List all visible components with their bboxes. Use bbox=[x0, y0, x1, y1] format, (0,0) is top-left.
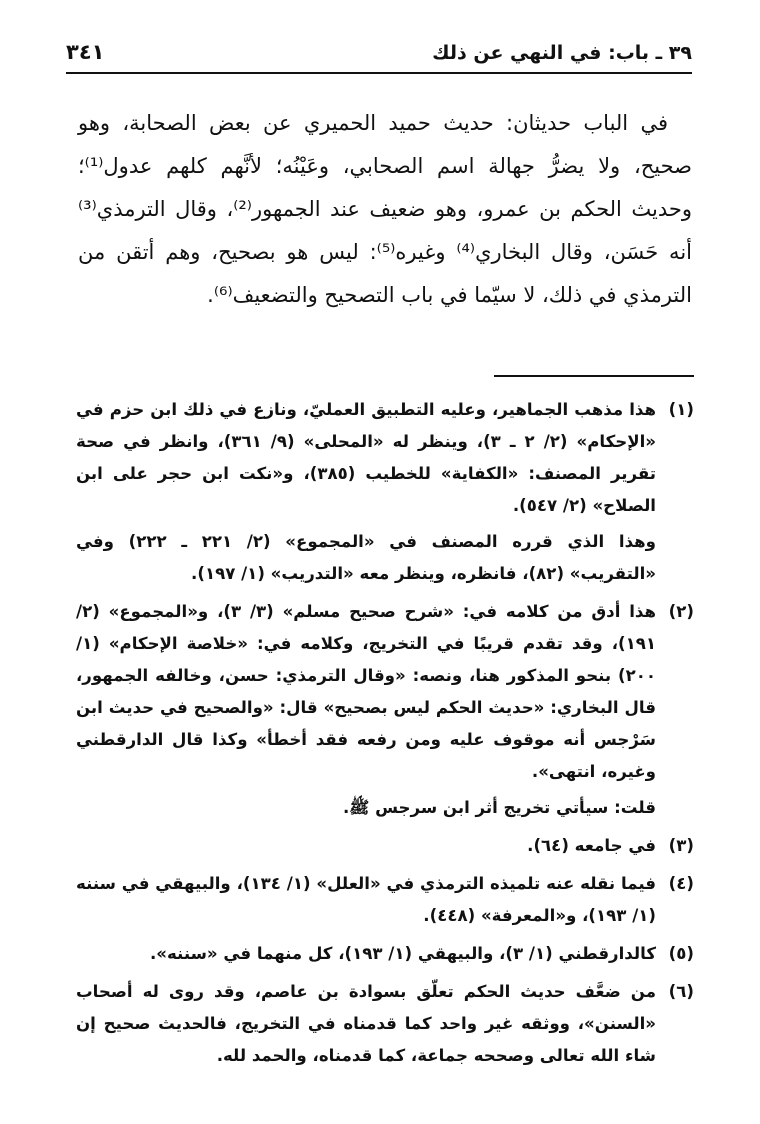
footnote-paragraph: هذا أدق من كلامه في: «شرح صحيح مسلم» (٣/ ٣)، و«المجموع» (٢/ ١٩١)، وقد تقدم قريبًا في التخريج، وكلامه في: «خلاصة الإحكام» (١/ ٢٠٠) بنحو المذكور هنا، ونصه: «وقال الترمذي: حسن، وخالفه الجمهور، قال البخاري: «حديث الحكم ليس بصحيح» قال: «والصحيح في حديث ابن سَرْجس أنه موقوف عليه ومن رفعه فقد أخطأ» وكذا قال الدارقطني وغيره، انتهى». bbox=[76, 602, 656, 781]
footnote-text bbox=[76, 938, 656, 970]
footnote-paragraph: وهذا الذي قرره المصنف في «المجموع» (٢/ ٢٢١ ـ ٢٢٢) وفي «التقريب» (٨٢)، فانظره، وينظر معه «التدريب» (١/ ١٩٧). bbox=[76, 532, 656, 583]
footnote-number: (٦) bbox=[668, 982, 694, 1001]
footnote-paragraph: فيما نقله عنه تلميذه الترمذي في «العلل» (١/ ١٣٤)، والبيهقي في سننه (١/ ١٩٣)، و«المعرفة» (٤٤٨). bbox=[76, 874, 656, 925]
footnote-number: (١) bbox=[668, 400, 694, 419]
body-paragraph: في الباب حديثان: حديث حميد الحميري عن بعض الصحابة، وهو صحيح، ولا يضرُّ جهالة اسم الصحابي، وعَيْنُه؛ لأنَّهم كلهم عدول⁽¹⁾؛ وحديث الحكم بن عمرو، وهو ضعيف عند الجمهور⁽²⁾، وقال الترمذي⁽³⁾ أنه حَسَن، وقال البخاري⁽⁴⁾ وغيره⁽⁵⁾: ليس هو بصحيح، وهم أتقن من الترمذي في ذلك، لا سيّما في باب التصحيح والتضعيف⁽⁶⁾. bbox=[78, 111, 692, 307]
footnote-separator bbox=[494, 375, 694, 377]
footnote-text bbox=[76, 868, 656, 932]
footnotes bbox=[76, 394, 694, 1078]
footnote-paragraph: في جامعه (٦٤). bbox=[527, 836, 656, 855]
footnote-1 bbox=[76, 394, 694, 590]
footnote-text bbox=[76, 976, 656, 1072]
footnote-text bbox=[76, 596, 656, 824]
footnote-4 bbox=[76, 868, 694, 932]
page-header bbox=[66, 36, 692, 74]
footnote-3 bbox=[76, 830, 694, 862]
footnote-number: (٢) bbox=[668, 602, 694, 621]
footnote-2 bbox=[76, 596, 694, 824]
footnote-text bbox=[76, 830, 656, 862]
footnote-number: (٣) bbox=[668, 836, 694, 855]
footnote-paragraph: هذا مذهب الجماهير، وعليه التطبيق العمليّ، ونازع في ذلك ابن حزم في «الإحكام» (٢/ ٢ ـ ٣)، وينظر له «المحلى» (٩/ ٣٦١)، وانظر في صحة تقرير المصنف: «الكفاية» للخطيب (٣٨٥)، و«نكت ابن حجر على ابن الصلاح» (٢/ ٥٤٧). bbox=[76, 400, 656, 515]
page-number: ٣٤١ bbox=[66, 40, 105, 64]
footnote-text bbox=[76, 394, 656, 590]
footnote-paragraph: من ضعَّف حديث الحكم تعلّق بسوادة بن عاصم، وقد روى له أصحاب «السنن»، ووثقه غير واحد كما قدمناه في التخريج، فالحديث صحيح إن شاء الله تعالى وصححه جماعة، كما قدمناه، والحمد لله. bbox=[76, 982, 656, 1065]
footnote-number: (٥) bbox=[668, 944, 694, 963]
footnote-5 bbox=[76, 938, 694, 970]
footnote-paragraph: كالدارقطني (١/ ٣)، والبيهقي (١/ ١٩٣)، كل منهما في «سننه». bbox=[149, 944, 656, 963]
footnote-6 bbox=[76, 976, 694, 1072]
footnote-paragraph: قلت: سيأتي تخريج أثر ابن سرجس ﷺ. bbox=[342, 798, 656, 817]
chapter-title: ٣٩ ـ باب: في النهي عن ذلك bbox=[432, 42, 692, 64]
footnote-number: (٤) bbox=[668, 874, 694, 893]
main-body-text bbox=[78, 102, 692, 317]
